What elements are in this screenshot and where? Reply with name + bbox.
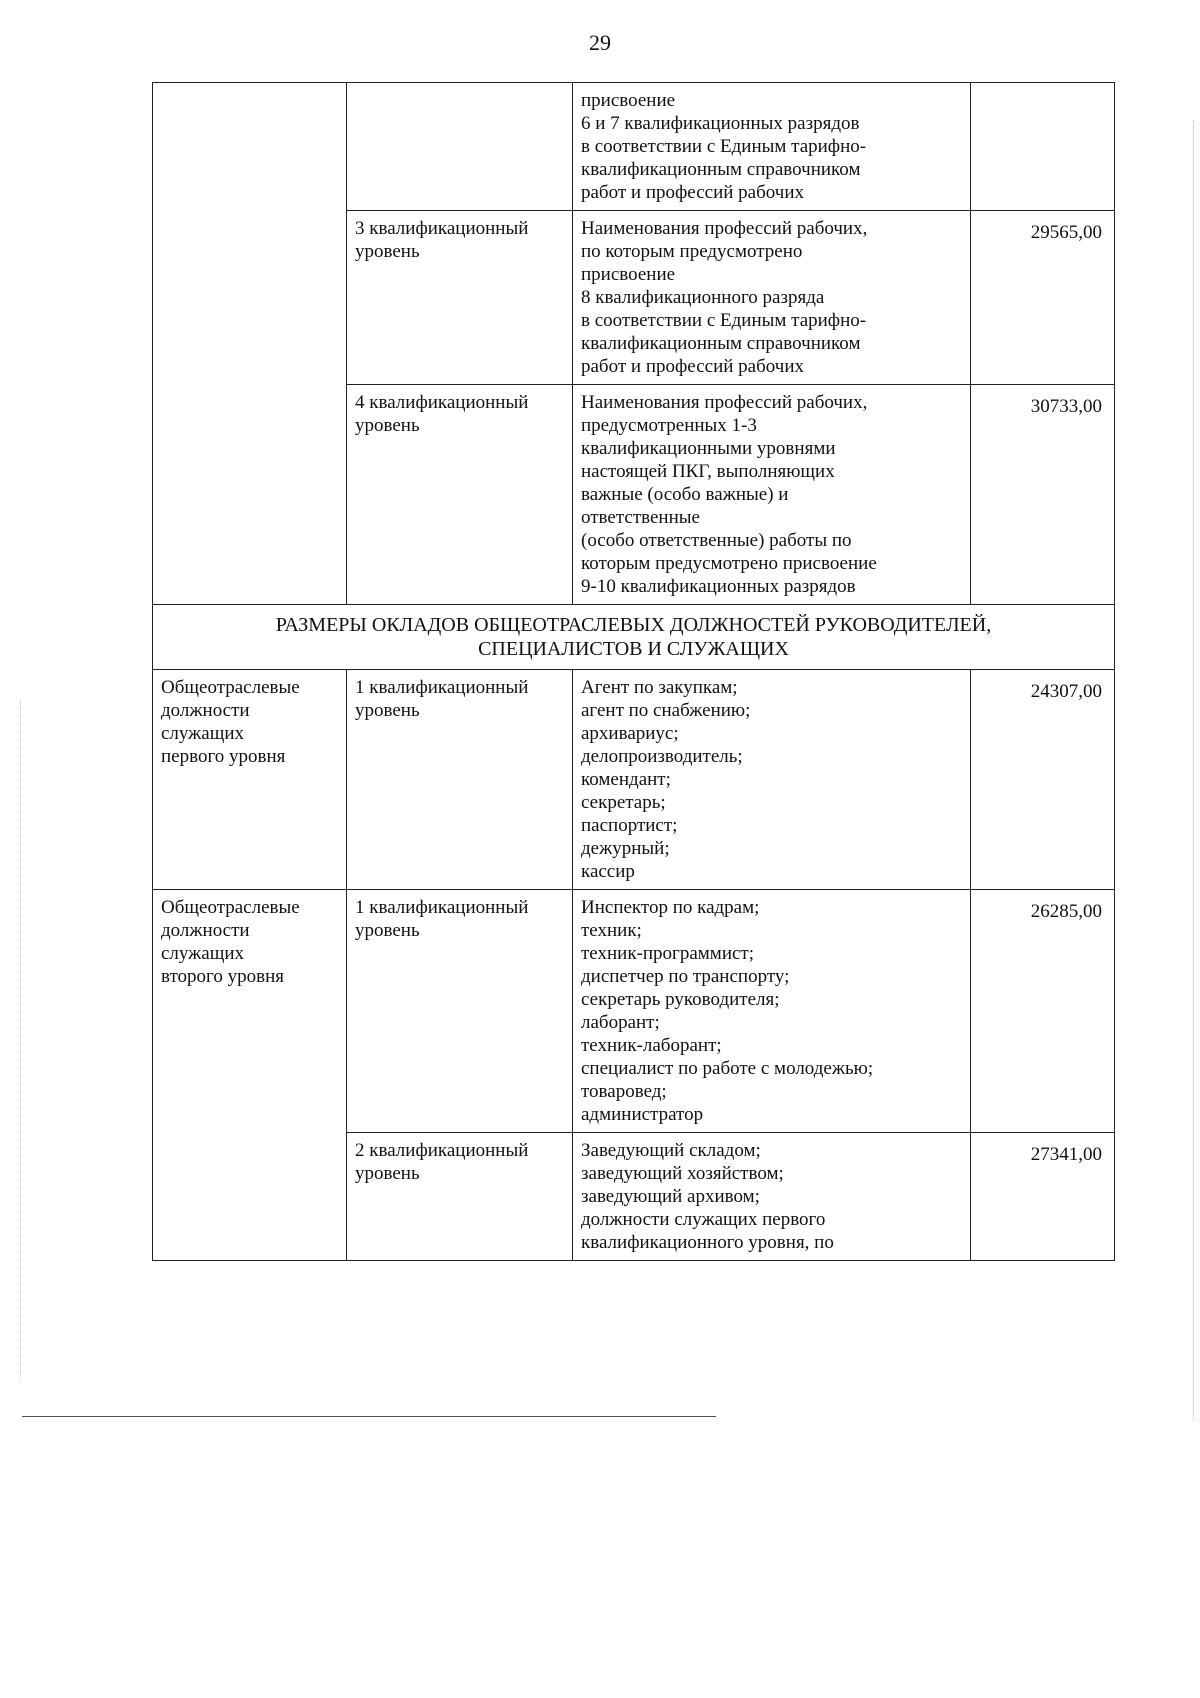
positions-cell: Агент по закупкам; агент по снабжению; архивариус; делопроизводитель; комендант; секретарь; паспортист; дежурный; кассир bbox=[573, 670, 971, 890]
level-cell: 3 квалификационный уровень bbox=[347, 211, 573, 385]
scan-edge-left bbox=[20, 700, 21, 1380]
salary-cell bbox=[971, 83, 1115, 211]
level-cell: 4 квалификационный уровень bbox=[347, 385, 573, 605]
section-heading: РАЗМЕРЫ ОКЛАДОВ ОБЩЕОТРАСЛЕВЫХ ДОЛЖНОСТЕЙ РУКОВОДИТЕЛЕЙ, СПЕЦИАЛИСТОВ И СЛУЖАЩИХ bbox=[153, 605, 1115, 670]
positions-cell: присвоение 6 и 7 квалификационных разрядов в соответствии с Единым тарифно- квалификационным справочником работ и профессий рабочих bbox=[573, 83, 971, 211]
salary-cell: 24307,00 bbox=[971, 670, 1115, 890]
group-cell: Общеотраслевые должности служащих второго уровня bbox=[153, 890, 347, 1261]
level-cell: 2 квалификационный уровень bbox=[347, 1133, 573, 1261]
group-cell: Общеотраслевые должности служащих первого уровня bbox=[153, 670, 347, 890]
section-heading-row bbox=[153, 605, 1115, 670]
scan-edge-right bbox=[1193, 120, 1194, 1420]
salary-cell: 29565,00 bbox=[971, 211, 1115, 385]
table-row bbox=[153, 670, 1115, 890]
table-row bbox=[153, 83, 1115, 211]
page-number: 29 bbox=[589, 30, 611, 55]
level-cell: 1 квалификационный уровень bbox=[347, 890, 573, 1133]
group-cell bbox=[153, 83, 347, 605]
level-cell: 1 квалификационный уровень bbox=[347, 670, 573, 890]
salary-table bbox=[152, 82, 1115, 1261]
salary-cell: 30733,00 bbox=[971, 385, 1115, 605]
table-row bbox=[153, 890, 1115, 1133]
salary-cell: 27341,00 bbox=[971, 1133, 1115, 1261]
footer-rule bbox=[22, 1416, 716, 1417]
positions-cell: Заведующий складом; заведующий хозяйством; заведующий архивом; должности служащих первого квалификационного уровня, по bbox=[573, 1133, 971, 1261]
positions-cell: Наименования профессий рабочих, предусмотренных 1-3 квалификационными уровнями настоящей ПКГ, выполняющих важные (особо важные) и ответственные (особо ответственные) работы по которым предусмотрено присвоение 9-10 квалификационных разрядов bbox=[573, 385, 971, 605]
level-cell bbox=[347, 83, 573, 211]
salary-cell: 26285,00 bbox=[971, 890, 1115, 1133]
positions-cell: Инспектор по кадрам; техник; техник-программист; диспетчер по транспорту; секретарь руководителя; лаборант; техник-лаборант; специалист по работе с молодежью; товаровед; администратор bbox=[573, 890, 971, 1133]
positions-cell: Наименования профессий рабочих, по которым предусмотрено присвоение 8 квалификационного разряда в соответствии с Единым тарифно- квалификационным справочником работ и профессий рабочих bbox=[573, 211, 971, 385]
